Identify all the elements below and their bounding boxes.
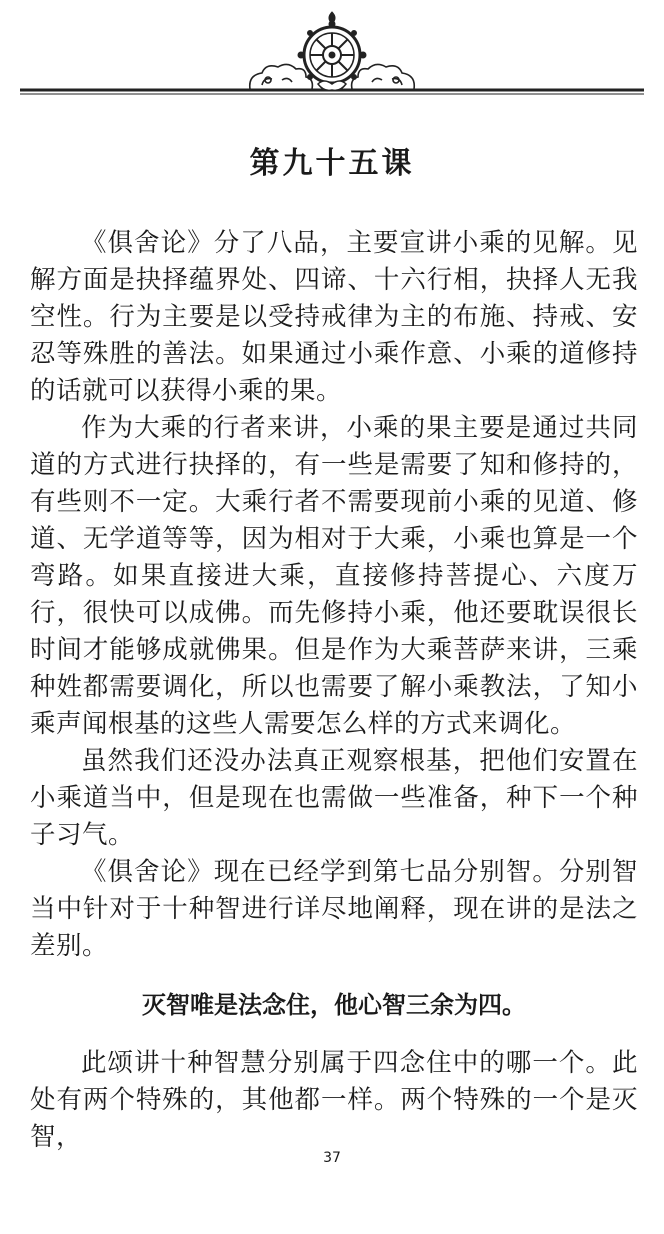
body-text — [30, 225, 638, 1156]
paragraph: 此颂讲十种智慧分别属于四念住中的哪一个。此处有两个特殊的，其他都一样。两个特殊的一个是灭智， — [30, 1048, 638, 1152]
verse-heading: 灭智唯是法念住，他心智三余为四。 — [142, 991, 526, 1019]
paragraph: 《俱舍论》分了八品，主要宣讲小乘的见解。见解方面是抉择蕴界处、四谛、十六行相，抉择人无我空性。行为主要是以受持戒律为主的布施、持戒、安忍等殊胜的善法。如果通过小乘作意、小乘的道修持的话就可以获得小乘的果。 — [30, 228, 638, 406]
left-cloud-icon — [250, 64, 313, 89]
page-number: 37 — [323, 1150, 341, 1166]
paragraph: 作为大乘的行者来讲，小乘的果主要是通过共同道的方式进行抉择的，有一些是需要了知和修持的，有些则不一定。大乘行者不需要现前小乘的见道、修道、无学道等等，因为相对于大乘，小乘也算是一个弯路。如果直接进大乘，直接修持菩提心、六度万行，很快可以成佛。而先修持小乘，他还要耽误很长时间才能够成就佛果。但是作为大乘菩萨来讲，三乘种姓都需要调化，所以也需要了解小乘教法，了知小乘声闻根基的这些人需要怎么样的方式来调化。 — [30, 413, 638, 739]
lesson-title: 第九十五课 — [249, 146, 415, 181]
right-cloud-icon — [352, 64, 415, 89]
paragraph: 《俱舍论》现在已经学到第七品分别智。分别智当中针对于十种智进行详尽地阐释，现在讲的是法之差别。 — [30, 857, 638, 961]
paragraph: 虽然我们还没办法真正观察根基，把他们安置在小乘道当中，但是现在也需做一些准备，种下一个种子习气。 — [30, 746, 638, 850]
dharma-wheel-icon — [298, 12, 366, 90]
dharma-wheel-ornament — [0, 0, 664, 110]
